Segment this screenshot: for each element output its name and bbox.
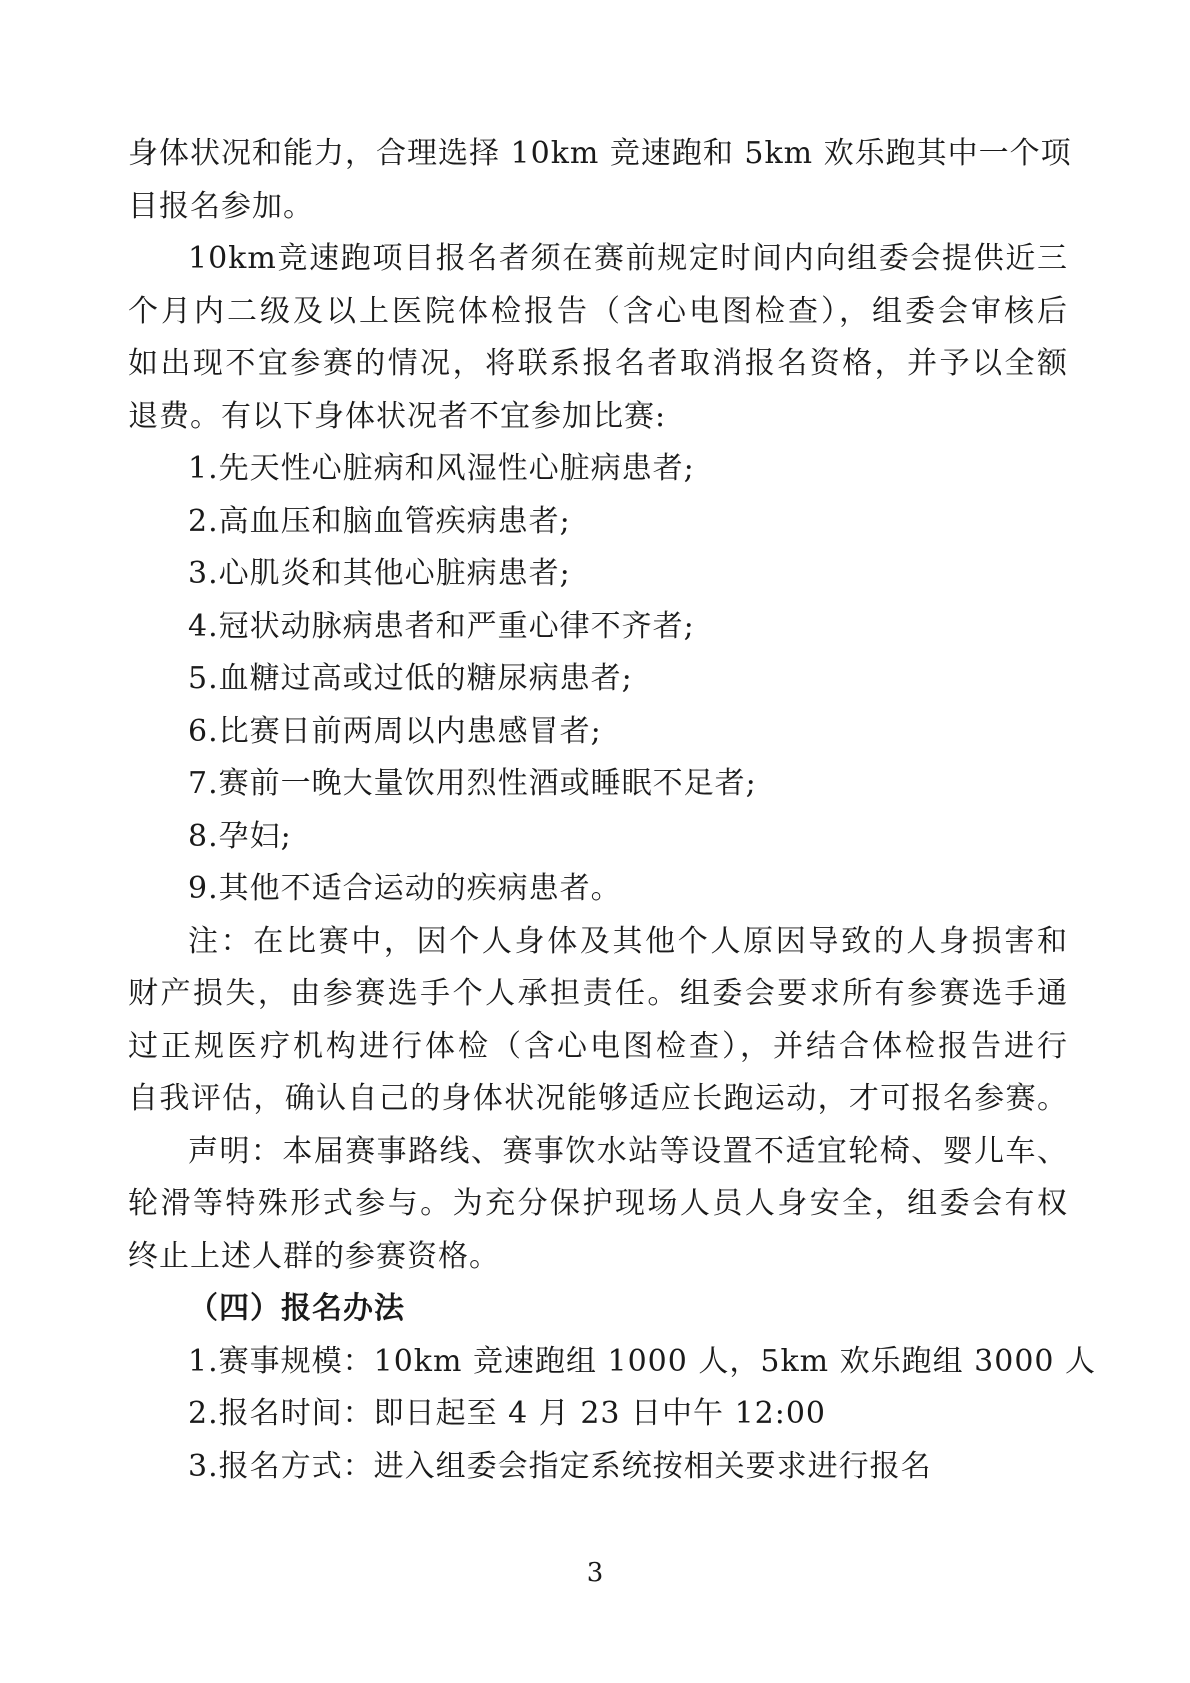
list-item: 2.高血压和脑血管疾病患者; xyxy=(188,503,571,539)
text-line: 10km竞速跑项目报名者须在赛前规定时间内向组委会提供近三 xyxy=(188,241,1068,276)
paragraph-statement xyxy=(128,1126,1068,1284)
text-line: 声明：本届赛事路线、赛事饮水站等设置不适宜轮椅、婴儿车、 xyxy=(188,1133,1068,1169)
list-item: 5.血糖过高或过低的糖尿病患者; xyxy=(188,661,633,696)
text-line: 如出现不宜参赛的情况，将联系报名者取消报名资格，并予以全额 xyxy=(128,346,1068,381)
list-item: 3.心肌炎和其他心脏病患者; xyxy=(188,556,571,591)
document-body xyxy=(128,128,1097,1493)
text-line: 自我评估，确认自己的身体状况能够适应长跑运动，才可报名参赛。 xyxy=(128,1081,1068,1116)
text-line: 过正规医疗机构进行体检（含心电图检查），并结合体检报告进行 xyxy=(128,1028,1068,1064)
text-line: 目报名参加。 xyxy=(128,188,314,224)
conditions-list xyxy=(128,443,1068,916)
list-item: 2.报名时间：即日起至 4 月 23 日中午 12:00 xyxy=(188,1396,827,1431)
text-line: 终止上述人群的参赛资格。 xyxy=(128,1238,500,1274)
text-line: 退费。有以下身体状况者不宜参加比赛: xyxy=(128,398,667,434)
paragraph-eligibility-continued xyxy=(128,128,1072,233)
list-item: 6.比赛日前两周以内患感冒者; xyxy=(188,713,602,749)
list-item: 7.赛前一晚大量饮用烈性酒或睡眠不足者; xyxy=(188,766,757,801)
section-heading: （四）报名办法 xyxy=(188,1291,405,1326)
text-line: 注：在比赛中，因个人身体及其他个人原因导致的人身损害和 xyxy=(188,923,1068,959)
list-item: 1.赛事规模：10km 竞速跑组 1000 人，5km 欢乐跑组 3000 人 xyxy=(188,1343,1097,1379)
list-item: 9.其他不适合运动的疾病患者。 xyxy=(188,871,622,906)
list-item: 3.报名方式：进入组委会指定系统按相关要求进行报名 xyxy=(188,1448,932,1484)
text-line: 个月内二级及以上医院体检报告（含心电图检查），组委会审核后 xyxy=(128,293,1068,329)
text-line: 财产损失，由参赛选手个人承担责任。组委会要求所有参赛选手通 xyxy=(128,976,1068,1011)
text-line: 轮滑等特殊形式参与。为充分保护现场人员人身安全，组委会有权 xyxy=(128,1186,1068,1221)
paragraph-medical-report xyxy=(128,233,1068,443)
text-line: 身体状况和能力，合理选择 10km 竞速跑和 5km 欢乐跑其中一个项 xyxy=(128,136,1072,171)
page-number: 3 xyxy=(586,1558,604,1588)
list-item: 8.孕妇; xyxy=(188,818,292,854)
paragraph-note xyxy=(128,916,1068,1126)
list-item: 4.冠状动脉病患者和严重心律不齐者; xyxy=(188,608,695,644)
section-registration xyxy=(128,1283,1097,1493)
list-item: 1.先天性心脏病和风湿性心脏病患者; xyxy=(188,451,695,486)
